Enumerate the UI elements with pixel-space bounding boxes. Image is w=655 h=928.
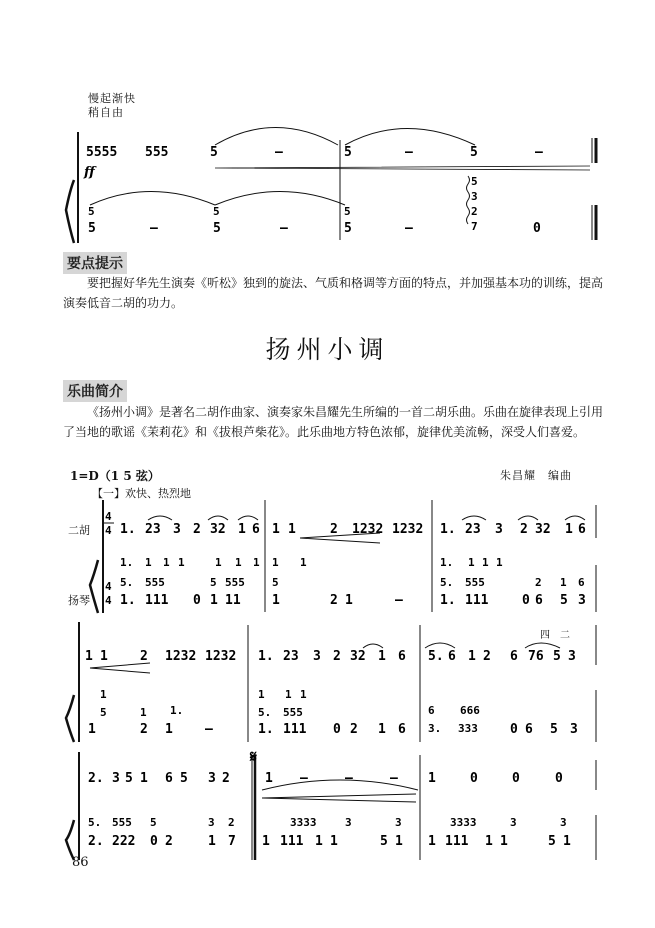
note: 3 [208,816,215,829]
note: 5. [120,576,134,589]
note: 5 [180,771,188,786]
note: 5 [272,576,279,589]
note: 2 [330,522,338,537]
note: 6 [535,593,543,608]
note: 5 [380,834,388,849]
section-marking: 【一】欢快、热烈地 [92,487,191,500]
note: 555 [283,706,303,719]
note: 666 [460,704,480,717]
note: 3 [578,593,586,608]
note: 1 [272,593,280,608]
dash: – [150,221,158,236]
note: 1 [165,722,173,737]
note: 1 [428,771,436,786]
note: 1. [440,556,454,569]
note: 1 [500,834,508,849]
note: 1. [120,522,136,537]
note: 1 [560,576,567,589]
note: 1 [208,834,216,849]
note: 6 [578,522,586,537]
note: 1 [485,834,493,849]
note: 2 [350,722,358,737]
note: 1. [440,522,456,537]
note: 1 [395,834,403,849]
note: 5 [88,221,96,236]
note: 1 [378,722,386,737]
note: 1 [428,834,436,849]
note: 5 [344,145,352,160]
note: 3. [428,722,442,735]
note: 555 [465,576,485,589]
note: 3333 [450,816,477,829]
note: 3 [471,190,478,203]
note: 111 [280,834,304,849]
dash: – [275,145,283,160]
note: 1. [120,593,136,608]
note: 3 [495,522,503,537]
note: 1. [170,704,184,717]
note: 2 [165,834,173,849]
note: 1 [100,649,108,664]
note: 1 [272,556,279,569]
note: 2. [88,771,104,786]
note: 1232 [165,649,197,664]
note: 2 [520,522,528,537]
note: 32 [350,649,366,664]
note: 3 [313,649,321,664]
key-signature: 1=D（1 5 弦） [70,469,160,483]
note: 5 [344,205,351,218]
note: 5 [213,205,220,218]
note: 76 [528,649,544,664]
note: 1 [378,649,386,664]
note: 3 [173,522,181,537]
note: 0 [522,593,530,608]
note: 1 [100,688,107,701]
note: 3 [570,722,578,737]
note: 6 [398,649,406,664]
time-sig-bottom: 4 [105,524,112,537]
note: 3 [208,771,216,786]
note: 1 [300,556,307,569]
note: 5 [550,722,558,737]
note: 6 [252,522,260,537]
note: 1. [258,722,274,737]
note: 5 [344,221,352,236]
dash: – [280,221,288,236]
note: 1 [288,522,296,537]
note: 0 [150,834,158,849]
tempo-line-2: 稍自由 [88,106,124,119]
note: 1 [272,522,280,537]
note: 6 [448,649,456,664]
note: 23 [283,649,299,664]
note: 2 [140,722,148,737]
note: 1 [140,771,148,786]
note: 1 [210,593,218,608]
note: 2. [88,834,104,849]
note: 1 [482,556,489,569]
note: 2 [483,649,491,664]
note: 2 [140,649,148,664]
time-sig-top: 4 [105,580,112,593]
note: 1232 [205,649,237,664]
note: 5 [548,834,556,849]
note: 1 [262,834,270,849]
note: 1 [235,556,242,569]
note: 5. [440,576,454,589]
note: 5 [125,771,133,786]
note: 1 [300,688,307,701]
note: 3333 [290,816,317,829]
note: 1 [315,834,323,849]
note: 2 [222,771,230,786]
note: 555 [145,576,165,589]
note: 6 [525,722,533,737]
fingering-marking: 四 二 [540,630,570,641]
note: 1 [253,556,260,569]
note: 3 [112,771,120,786]
note: 1 [85,649,93,664]
note: 2 [471,205,478,218]
note: 1 [468,649,476,664]
dash: – [395,593,403,608]
instrument-label-erhu: 二胡 [68,524,90,537]
note: 333 [458,722,478,735]
note: 1 [88,722,96,737]
dash: – [300,771,308,786]
note: 3 [510,816,517,829]
note: 1 [345,593,353,608]
note: 1. [258,649,274,664]
note: 32 [535,522,551,537]
dash: – [205,722,213,737]
note: 222 [112,834,136,849]
note-group: 5555 [86,145,118,160]
note: 5. [88,816,102,829]
note: 2 [330,593,338,608]
note: 1. [440,593,456,608]
note: 0 [333,722,341,737]
note: 5. [428,649,444,664]
note: 5 [88,205,95,218]
note: 1 [238,522,246,537]
note: 7 [228,834,236,849]
note: 5 [210,145,218,160]
note: 1 [140,706,147,719]
dash: – [535,145,543,160]
note: 32 [210,522,226,537]
note: 0 [470,771,478,786]
note: 5 [560,593,568,608]
note: 5 [150,816,157,829]
tempo-line-1: 慢起渐快 [88,92,136,105]
time-sig-top: 4 [105,510,112,523]
note: 6 [510,649,518,664]
note: 555 [112,816,132,829]
note: 7 [471,220,478,233]
note: 2 [535,576,542,589]
note: 6 [165,771,173,786]
note: 1 [565,522,573,537]
note: 1 [468,556,475,569]
page-title: 扬州小调 [265,335,390,364]
note: 23 [465,522,481,537]
composer-credit: 朱昌耀 编曲 [500,469,572,482]
note: 1 [265,771,273,786]
note: 0 [533,221,541,236]
note: 5 [213,221,221,236]
note: 1 [563,834,571,849]
note: 23 [145,522,161,537]
instrument-label-yangqin: 扬琴 [68,594,90,607]
note: 5 [100,706,107,719]
note: 5 [470,145,478,160]
intro-text: 《扬州小调》是著名二胡作曲家、演奏家朱昌耀先生所编的一首二胡乐曲。乐曲在旋律表现上引用了当地的歌谣《茉莉花》和《拔根芦柴花》。此乐曲地方特色浓郁，旋律优美流畅，深受人们喜爱。 [63,405,604,439]
note: 1 [496,556,503,569]
note: 555 [225,576,245,589]
note: 1232 [392,522,424,537]
note: 1232 [352,522,384,537]
note: 1 [330,834,338,849]
dynamic-marking: ff [84,165,95,180]
note: 1 [258,688,265,701]
note: 3 [395,816,402,829]
note: 5 [210,576,217,589]
note: 0 [512,771,520,786]
segno-icon: 𝄋 [250,747,257,766]
note-group: 555 [145,145,169,160]
note: 111 [445,834,469,849]
note: 3 [568,649,576,664]
note: 111 [283,722,307,737]
note: 6 [398,722,406,737]
note: 2 [193,522,201,537]
time-sig-bottom: 4 [105,594,112,607]
intro-heading: 乐曲简介 [63,380,127,402]
note: 6 [578,576,585,589]
tips-text: 要把握好华先生演奏《听松》独到的旋法、气质和格调等方面的特点，并加强基本功的训练，提高演奏低音二胡的功力。 [63,276,604,310]
note: 11 [225,593,241,608]
note: 111 [465,593,489,608]
note: 1 [163,556,170,569]
note: 3 [560,816,567,829]
note: 1. [120,556,134,569]
note: 0 [555,771,563,786]
note: 5. [258,706,272,719]
note: 6 [428,704,435,717]
note: 0 [193,593,201,608]
page-number: 86 [72,855,89,870]
note: 5 [471,175,478,188]
note: 2 [228,816,235,829]
dash: – [390,771,398,786]
note: 111 [145,593,169,608]
dash: – [405,145,413,160]
note: 0 [510,722,518,737]
note: 3 [345,816,352,829]
dash: – [345,771,353,786]
dash: – [405,221,413,236]
note: 1 [145,556,152,569]
note: 1 [178,556,185,569]
note: 1 [215,556,222,569]
note: 5 [553,649,561,664]
note: 2 [333,649,341,664]
tips-heading: 要点提示 [63,252,127,274]
note: 1 [285,688,292,701]
